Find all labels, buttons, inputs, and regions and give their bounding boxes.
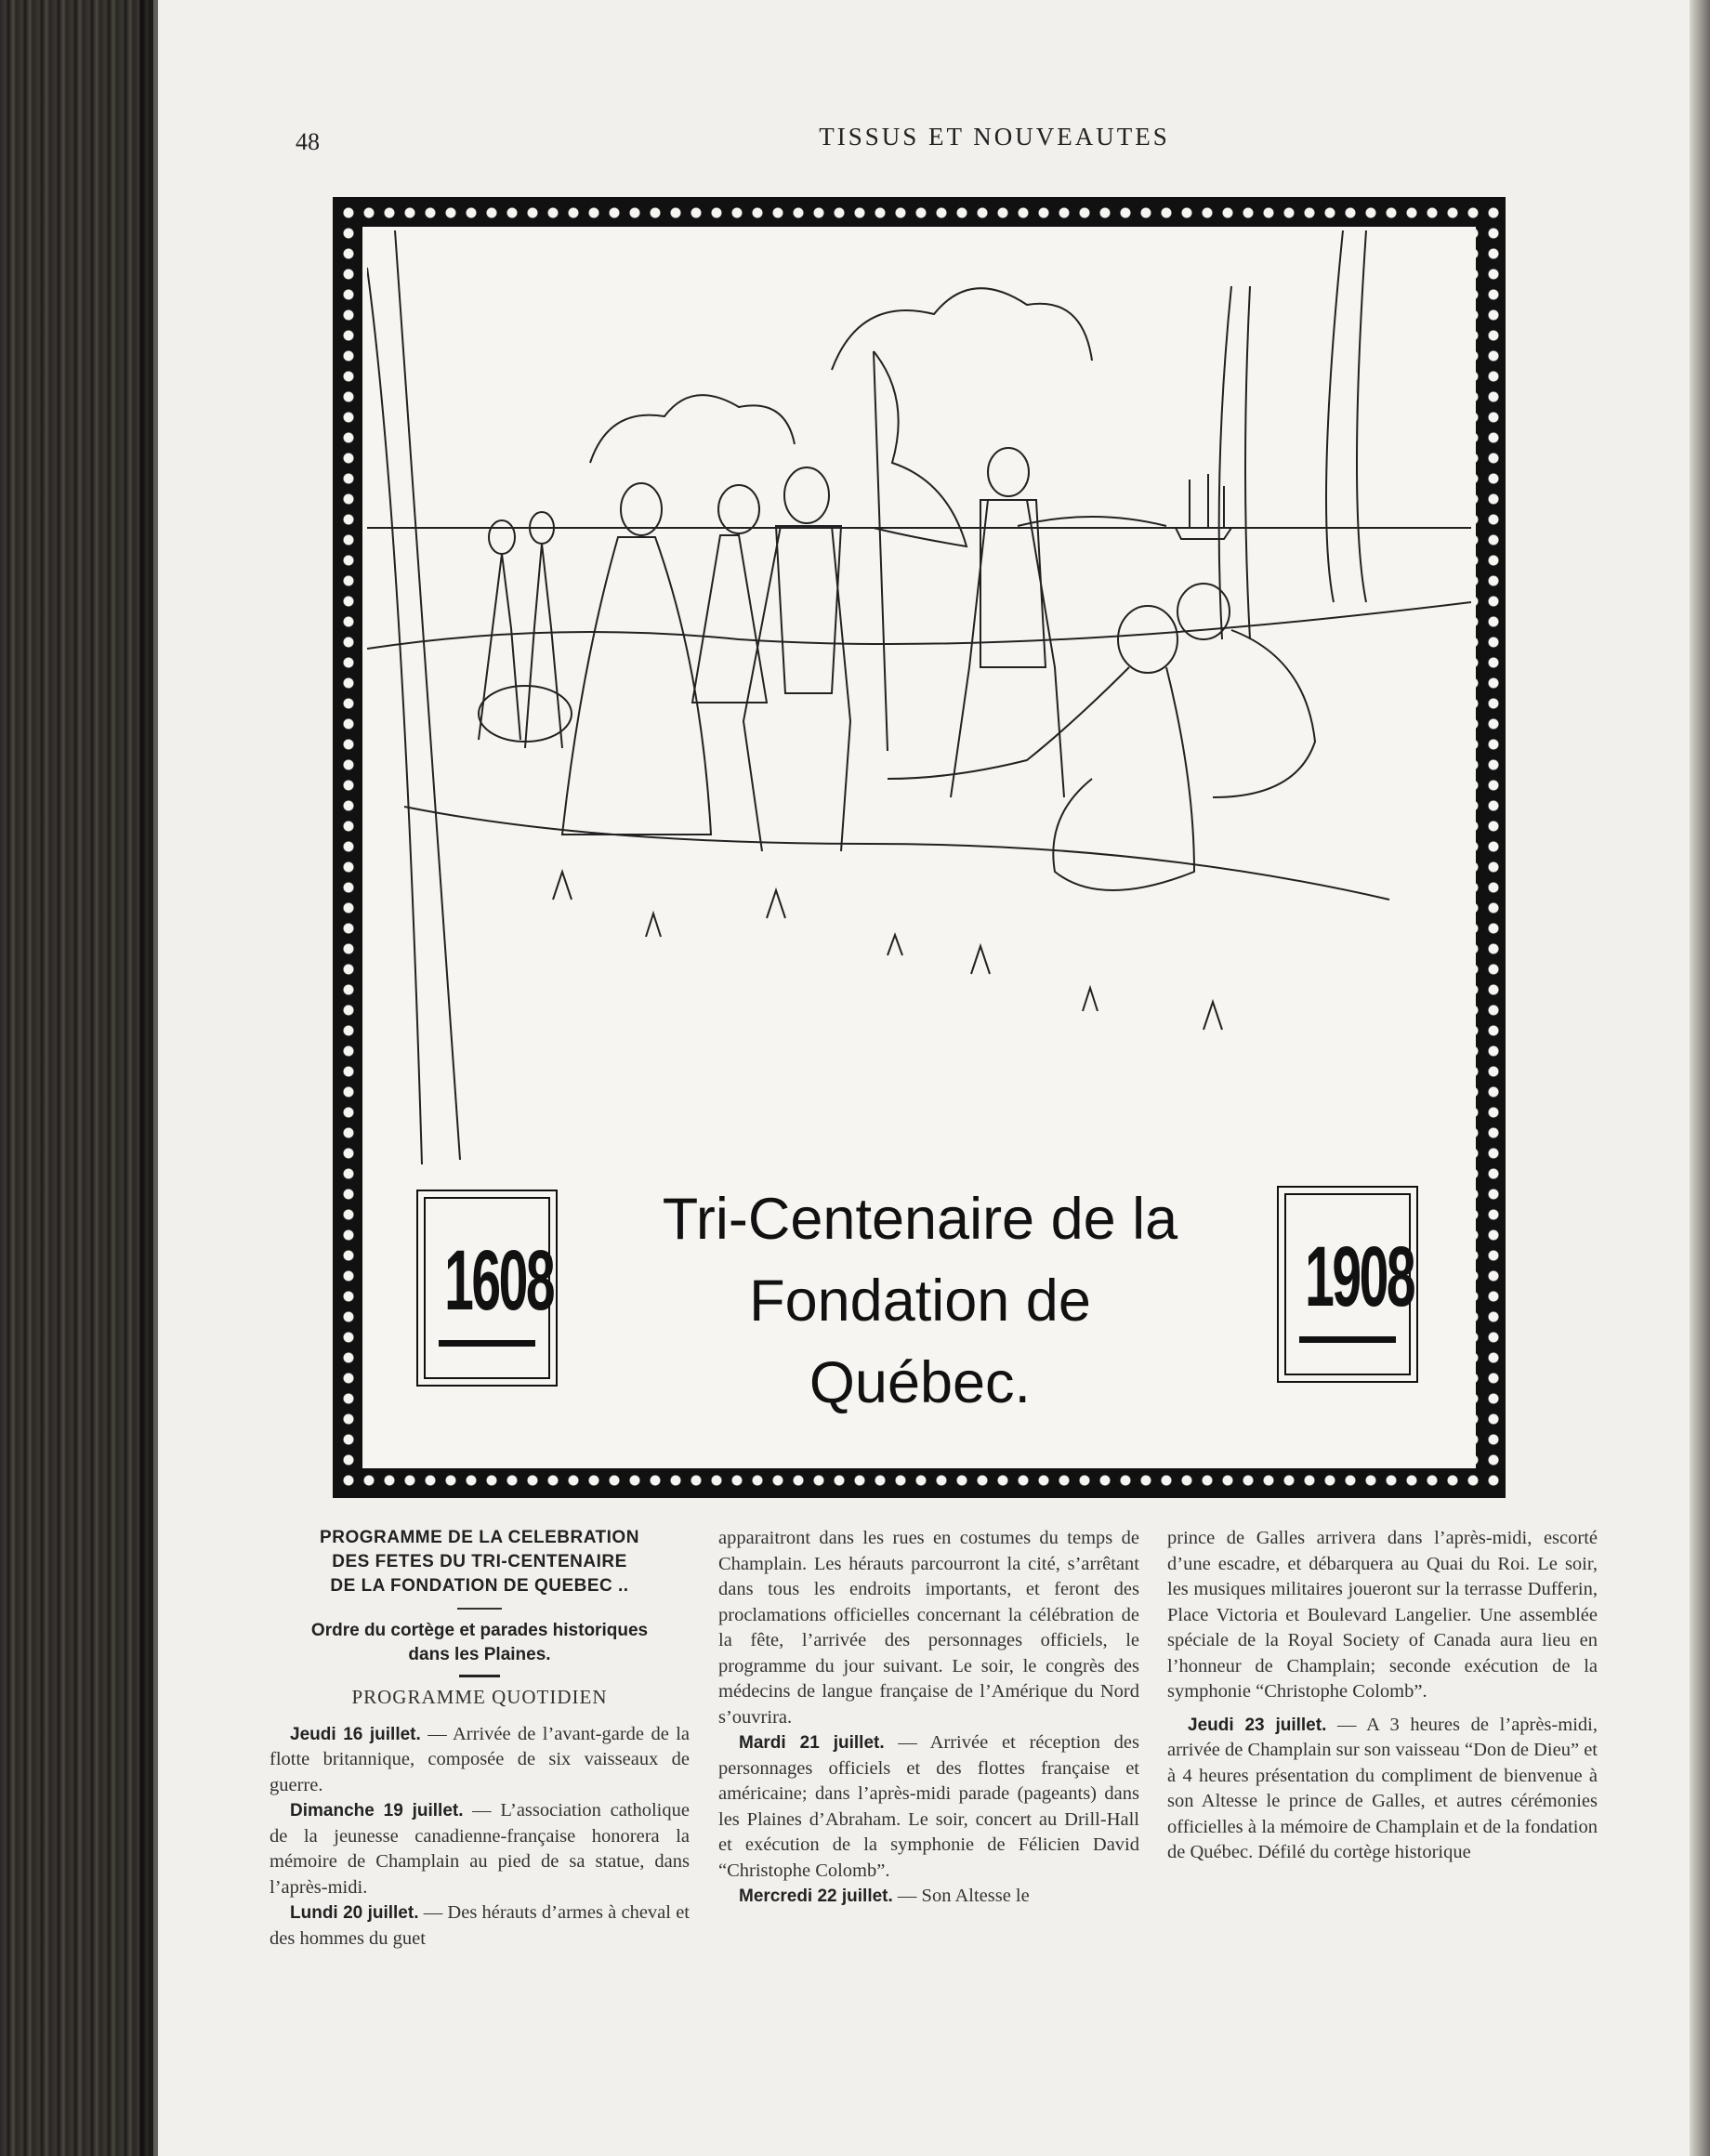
- article-subheading: [270, 1619, 690, 1667]
- entry-lundi-20-continued: apparaitront dans les rues en costumes du temps de Champlain. Les hérauts parcourront la cité, s’arrêtant dans tous les endroits importants, et feront des proclamations officielles concernant la célébration de la fête, l’arrivée des personnages officiels, le programme du jour suivant. Le soir, le congrès des médecins de langue française de l’Amérique du Nord s’ouvrira.: [718, 1528, 1139, 1728]
- entry-jeudi-16: [270, 1722, 690, 1799]
- year-left: 1608: [444, 1233, 554, 1328]
- entry-date: Dimanche 19 juillet.: [290, 1801, 464, 1821]
- heading-line-3: DE LA FONDATION DE QUEBEC ..: [330, 1576, 629, 1596]
- article-column-2: [718, 1526, 1139, 1910]
- entry-text: — A 3 heures de l’après-midi, arrivée de Champlain sur son vaisseau “Don de Dieu” et à 4 heures présentation du compliment de bienvenue à son Altesse le prince de Galles, et autres cérémonies officielles à la mémoire de Champlain et de la fondation de Québec. Défilé du cortège historique: [1167, 1714, 1598, 1862]
- entry-text: — Arrivée et réception des personnages officiels et des flottes française et américaine; dans l’après-midi parade (pageants) dans les Plaines d’Abraham. Le soir, concert au Drill-Hall et exécution de la symphonie de Félicien David “Christophe Colomb”.: [718, 1732, 1139, 1881]
- title-line-2: Fondation de: [749, 1269, 1091, 1334]
- year-left-rule: [439, 1340, 535, 1347]
- running-head: TISSUS ET NOUVEAUTES: [819, 123, 1170, 151]
- page-number: 48: [296, 128, 320, 155]
- article-heading: [270, 1526, 690, 1598]
- entry-jeudi-23: [1167, 1713, 1598, 1866]
- entry-date: Mardi 21 juillet.: [739, 1733, 885, 1753]
- subheading-line-1: Ordre du cortège et parades historiques: [310, 1621, 649, 1640]
- entry-text: — Arrivée de l’avant-garde de la flotte britannique, composée de six vaisseaux de guerre.: [270, 1723, 690, 1795]
- entry-date: Jeudi 23 juillet.: [1188, 1715, 1327, 1735]
- entry-mercredi-22-continued: prince de Galles arrivera dans l’après-midi, escorté d’une escadre, et débarquera au Quai du Roi. Le soir, les musiques militaires joueront sur la terrasse Dufferin, Place Victoria et Boulevard Langelier. Une assemblée spéciale de la Royal Society of Canada aura lieu en l’honneur de Champlain; seconde exécution de la symphonie “Christophe Colomb”.: [1167, 1528, 1598, 1702]
- entry-lundi-20: [270, 1900, 690, 1952]
- program-label: PROGRAMME QUOTIDIEN: [351, 1686, 608, 1708]
- year-box-right: [1277, 1186, 1418, 1383]
- heading-line-1: PROGRAMME DE LA CELEBRATION: [320, 1528, 639, 1547]
- entry-mercredi-22: [718, 1884, 1139, 1910]
- title-line-1: Tri-Centenaire de la: [662, 1187, 1178, 1252]
- year-right: 1908: [1305, 1229, 1414, 1324]
- subheading-divider: [459, 1675, 500, 1677]
- year-box-left: [416, 1190, 558, 1387]
- year-right-rule: [1299, 1336, 1396, 1343]
- entry-text: — L’association catholique de la jeunesse canadienne-française honorera la mémoire de Champlain au pied de sa statue, dans l’après-midi.: [270, 1800, 690, 1898]
- page-right-edge: [1690, 0, 1710, 2156]
- subheading-line-2: dans les Plaines.: [408, 1645, 551, 1664]
- article-column-3: [1167, 1526, 1598, 1866]
- article-column-1: [270, 1526, 690, 1952]
- entry-text: — Son Altesse le: [892, 1886, 1030, 1906]
- book-page-stack: [0, 0, 153, 2156]
- title-line-3: Québec.: [809, 1350, 1032, 1415]
- commemoration-title: [585, 1178, 1255, 1424]
- founding-scene-illustration: [367, 230, 1471, 1164]
- entry-date: Jeudi 16 juillet.: [290, 1724, 421, 1744]
- entry-date: Lundi 20 juillet.: [290, 1903, 419, 1923]
- entry-text: — Des hérauts d’armes à cheval et des hommes du guet: [270, 1902, 690, 1949]
- entry-mardi-21: [718, 1730, 1139, 1884]
- entry-date: Mercredi 22 juillet.: [739, 1886, 893, 1906]
- entry-dimanche-19: [270, 1798, 690, 1900]
- heading-line-2: DES FETES DU TRI-CENTENAIRE: [332, 1552, 627, 1571]
- heading-divider: [457, 1608, 502, 1610]
